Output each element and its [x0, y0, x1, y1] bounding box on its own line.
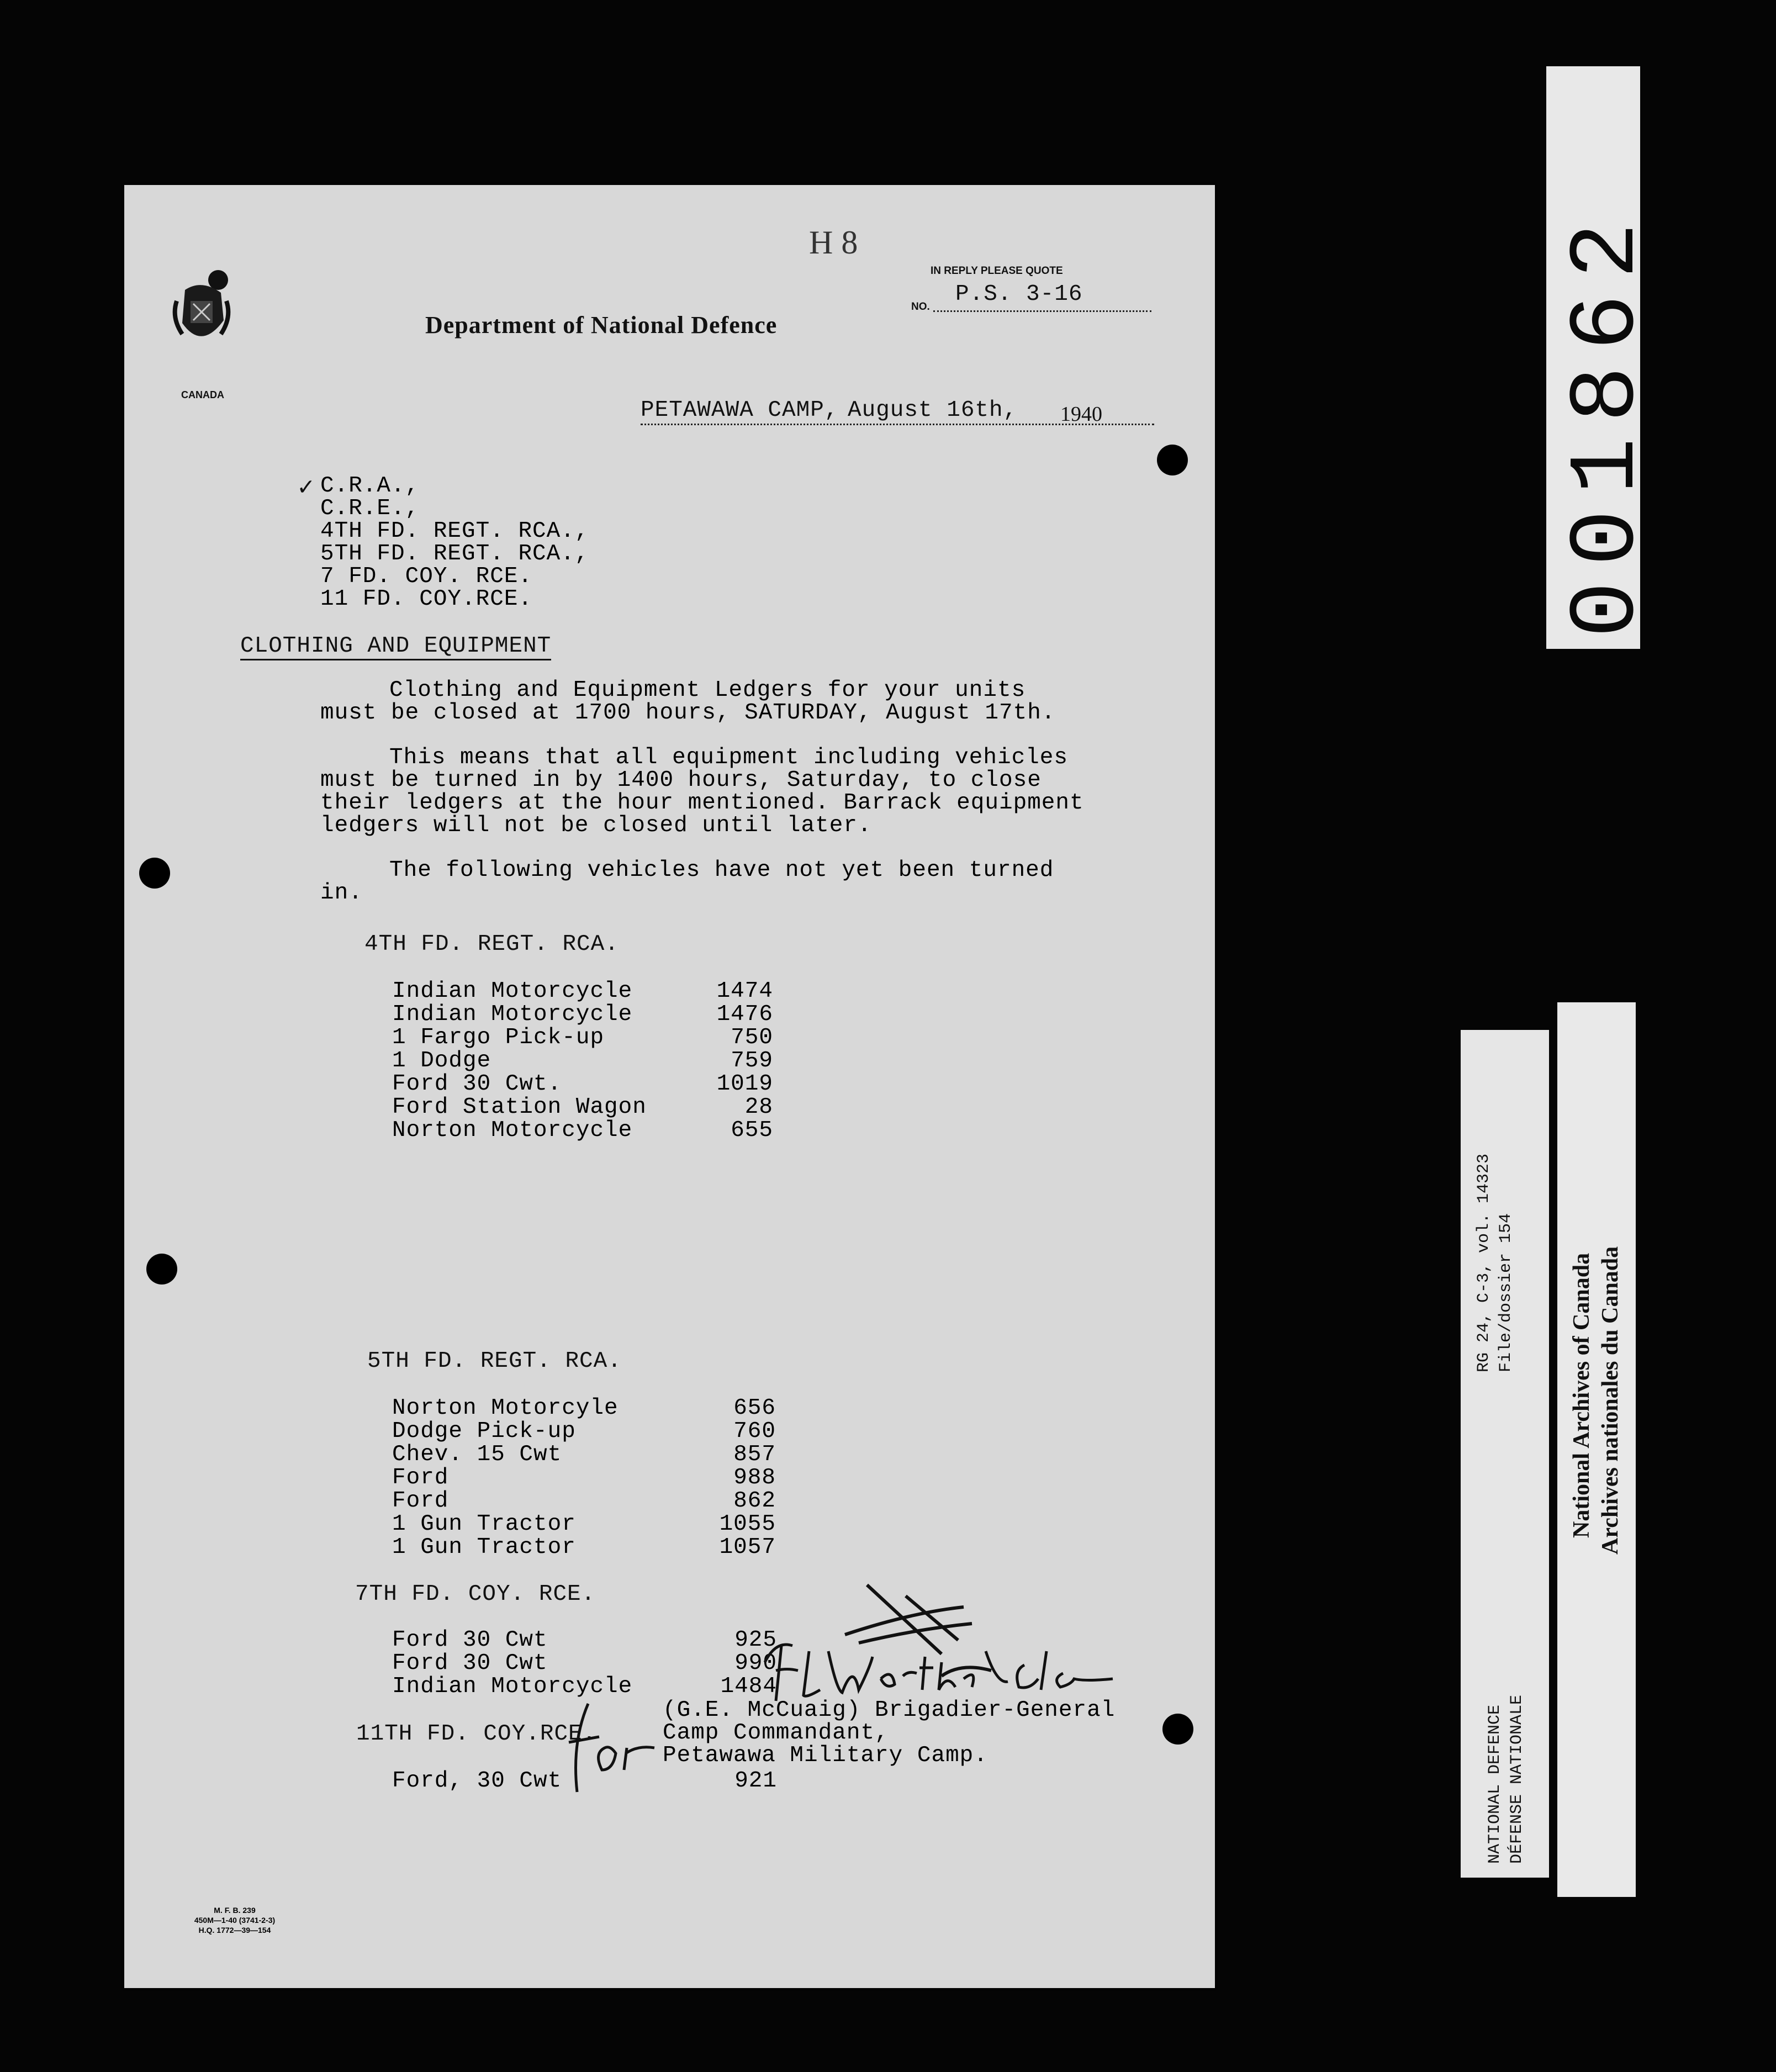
vehicle-number: 990 — [734, 1651, 777, 1676]
paragraph-line: Clothing and Equipment Ledgers for your units — [389, 678, 1026, 703]
vehicle-row — [392, 1003, 773, 1027]
vehicle-name: Ford — [392, 1488, 449, 1514]
vehicle-number: 1057 — [719, 1535, 776, 1560]
vehicle-number: 857 — [733, 1442, 776, 1467]
unit-heading: 11TH FD. COY.RCE. — [356, 1721, 597, 1747]
vehicle-row — [392, 1096, 773, 1119]
vehicle-row — [392, 1652, 777, 1675]
paragraph-line: must be turned in by 1400 hours, Saturday, to close — [320, 768, 1042, 793]
vehicle-number: 1019 — [716, 1071, 773, 1097]
vehicle-number: 921 — [734, 1768, 777, 1794]
paragraph-line: in. — [320, 880, 363, 906]
vehicle-number: 1474 — [716, 979, 773, 1004]
vehicle-number: 750 — [731, 1025, 773, 1050]
vehicle-list — [392, 1629, 777, 1699]
vehicle-number: 760 — [733, 1419, 776, 1444]
vehicle-name: Ford 30 Cwt — [392, 1627, 548, 1653]
defence-line: NATIONAL DEFENCE — [1486, 1704, 1504, 1864]
vehicle-number: 1476 — [716, 1002, 773, 1027]
crest-label: CANADA — [181, 389, 224, 400]
vehicle-name: Indian Motorcycle — [392, 1674, 633, 1699]
vehicle-number: 759 — [731, 1048, 773, 1074]
signatory-line: (G.E. McCuaig) Brigadier-General — [663, 1698, 1116, 1723]
vehicle-name: Dodge Pick-up — [392, 1419, 576, 1444]
vehicle-number: 1055 — [719, 1511, 776, 1537]
form-line: M. F. B. 239 — [214, 1906, 256, 1915]
letter-year: 1940 — [1060, 403, 1102, 426]
addressee: 4TH FD. REGT. RCA., — [320, 519, 589, 544]
vehicle-row — [392, 1050, 773, 1073]
vehicle-name: 1 Fargo Pick-up — [392, 1025, 605, 1050]
reply-number-line — [933, 310, 1151, 312]
vehicle-row — [392, 980, 773, 1003]
vehicle-list — [392, 1397, 776, 1560]
paragraph-line: must be closed at 1700 hours, SATURDAY, August 17th. — [320, 700, 1056, 726]
letter-date: August 16th, — [848, 398, 1018, 423]
vehicle-row — [392, 1119, 773, 1143]
vehicle-name: Ford 30 Cwt. — [392, 1071, 562, 1097]
vehicle-name: Indian Motorcycle — [392, 1002, 633, 1027]
archive-reference-label — [1461, 1030, 1549, 1878]
vehicle-row — [392, 1490, 776, 1513]
handwritten-for — [561, 1698, 665, 1809]
vehicle-name: Chev. 15 Cwt — [392, 1442, 562, 1467]
vehicle-name: Norton Motorcyle — [392, 1396, 619, 1421]
vehicle-number: 925 — [734, 1627, 777, 1653]
form-line: H.Q. 1772—39—154 — [198, 1926, 271, 1934]
addressee: 5TH FD. REGT. RCA., — [320, 541, 589, 567]
vehicle-row — [392, 1467, 776, 1490]
unit-heading: 5TH FD. REGT. RCA. — [367, 1349, 622, 1374]
vehicle-row — [392, 1536, 776, 1560]
frame-number: 001862 — [1555, 207, 1661, 638]
vehicle-row — [392, 1073, 773, 1096]
reference-line: File/dossier 154 — [1497, 1213, 1515, 1372]
addressee: C.R.E., — [320, 496, 420, 521]
vehicle-name: Ford, 30 Cwt — [392, 1768, 562, 1794]
date-line — [641, 424, 1154, 425]
national-archives-label — [1557, 1002, 1636, 1897]
handwritten-reference: H 8 — [809, 224, 858, 261]
addressee-list — [320, 475, 589, 611]
vehicle-name: Ford 30 Cwt — [392, 1651, 548, 1676]
unit-heading: 7TH FD. COY. RCE. — [355, 1582, 596, 1607]
vehicle-name: Ford — [392, 1465, 449, 1490]
vehicle-number: 1484 — [720, 1674, 777, 1699]
reply-number: P.S. 3-16 — [955, 282, 1083, 307]
vehicle-name: 1 Gun Tractor — [392, 1535, 576, 1560]
archives-line: Archives nationales du Canada — [1598, 1246, 1623, 1555]
vehicle-row — [392, 1675, 777, 1699]
letter-page — [124, 185, 1215, 1988]
vehicle-number: 655 — [731, 1118, 773, 1143]
paragraph-line: This means that all equipment including vehicles — [389, 745, 1068, 770]
addressee: 7 FD. COY. RCE. — [320, 564, 533, 589]
vehicle-number: 862 — [733, 1488, 776, 1514]
letter-place: PETAWAWA CAMP, — [641, 398, 839, 423]
vehicle-number: 988 — [733, 1465, 776, 1490]
punch-hole — [139, 858, 170, 889]
reply-no-label: NO. — [911, 301, 930, 313]
vehicle-name: Indian Motorcycle — [392, 979, 633, 1004]
form-number — [179, 1905, 290, 1935]
vehicle-row — [392, 1027, 773, 1050]
vehicle-row — [392, 1420, 776, 1444]
reference-line: RG 24, C-3, vol. 14323 — [1474, 1153, 1493, 1372]
form-line: 450M—1-40 (3741-2-3) — [194, 1916, 276, 1925]
addressee: 11 FD. COY.RCE. — [320, 586, 533, 612]
vehicle-name: Norton Motorcycle — [392, 1118, 633, 1143]
addressee: C.R.A., — [320, 473, 420, 499]
vehicle-number: 656 — [733, 1396, 776, 1421]
punch-hole — [146, 1254, 177, 1285]
signatory-line: Camp Commandant, — [663, 1720, 889, 1746]
unit-heading: 4TH FD. REGT. RCA. — [364, 932, 619, 957]
vehicle-list — [392, 980, 773, 1143]
check-mark: ✓ — [298, 474, 314, 503]
punch-hole — [1157, 445, 1188, 475]
archives-line: National Archives of Canada — [1569, 1252, 1594, 1538]
frame-number-label — [1546, 66, 1661, 649]
vehicle-row — [392, 1397, 776, 1420]
paragraph-line: The following vehicles have not yet been turned — [389, 858, 1054, 883]
defence-line: DÉFENSE NATIONALE — [1508, 1694, 1526, 1864]
body-paragraphs — [320, 679, 1171, 905]
paragraph-line: their ledgers at the hour mentioned. Barrack equipment — [320, 790, 1084, 816]
vehicle-row — [392, 1513, 776, 1536]
reply-quote-label: IN REPLY PLEASE QUOTE — [931, 265, 1063, 277]
department-heading: Department of National Defence — [425, 311, 778, 339]
signature-block — [663, 1699, 1115, 1767]
vehicle-name: 1 Gun Tractor — [392, 1511, 576, 1537]
signatory-line: Petawawa Military Camp. — [663, 1743, 988, 1768]
vehicle-number: 28 — [744, 1095, 773, 1120]
punch-hole — [1162, 1714, 1193, 1745]
vehicle-name: Ford Station Wagon — [392, 1095, 647, 1120]
vehicle-row — [392, 1629, 777, 1652]
canada-crest-icon — [168, 268, 235, 356]
paragraph-line: ledgers will not be closed until later. — [320, 813, 872, 838]
vehicle-row — [392, 1444, 776, 1467]
subject-heading: CLOTHING AND EQUIPMENT — [240, 635, 551, 660]
vehicle-name: 1 Dodge — [392, 1048, 491, 1074]
